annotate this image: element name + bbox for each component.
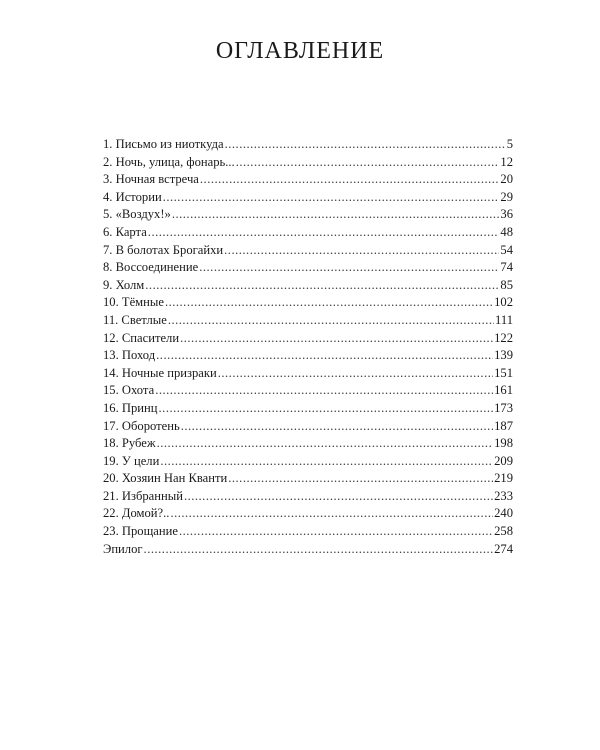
toc-entry [103,312,513,330]
toc-entry-page-number: 122 [494,330,513,345]
toc-entry-page-number: 161 [494,383,513,398]
toc-entry [103,400,513,418]
toc-dot-leader [163,189,500,207]
toc-entry-page-number: 198 [494,436,513,451]
toc-dot-leader [148,224,500,242]
toc-entry [103,330,513,348]
toc-dot-leader [200,171,500,189]
toc-entry-page-number: 5 [506,137,513,151]
toc-dot-leader [228,470,493,488]
toc-dot-leader [160,453,493,471]
toc-entry-title: 12. Спасители [103,330,180,345]
toc-entry-title: 20. Хозяин Нан Кванти [103,471,228,486]
toc-entry-title: 6. Карта [103,224,147,239]
toc-dot-leader [145,277,499,295]
toc-entry-title: 8. Воссоединение [103,260,199,275]
toc-dot-leader [199,259,499,277]
toc-entry-title: 10. Тёмные [103,295,164,310]
toc-entry-page-number: 29 [500,189,513,204]
toc-entry-page-number: 36 [500,207,513,222]
toc-dot-leader [155,382,493,400]
toc-dot-leader [156,347,493,365]
toc-entry-page-number: 111 [495,312,513,327]
toc-entry-title: 7. В болотах Брогайхи [103,242,224,257]
toc-entry [103,347,513,365]
toc-entry-title: 21. Избранный [103,488,183,503]
toc-entry [103,206,513,224]
table-of-contents [103,136,513,558]
toc-entry-page-number: 48 [500,224,513,239]
toc-entry-title: 22. Домой?.. [103,506,170,521]
toc-entry [103,171,513,189]
toc-entry [103,224,513,242]
toc-entry-title: 16. Принц [103,400,158,415]
toc-entry [103,294,513,312]
toc-entry-page-number: 209 [494,453,513,468]
toc-entry-page-number: 219 [494,471,513,486]
toc-entry-title: 2. Ночь, улица, фонарь... [103,154,235,169]
toc-entry-title: 5. «Воздух!» [103,207,171,222]
toc-entry-page-number: 240 [494,506,513,521]
toc-entry-page-number: 139 [494,348,513,363]
toc-entry-title: 1. Письмо из ниоткуда [103,137,224,151]
toc-entry [103,259,513,277]
toc-entry [103,277,513,295]
toc-entry-title: 18. Рубеж [103,436,156,451]
toc-entry-title: 15. Охота [103,383,155,398]
toc-entry-page-number: 54 [500,242,513,257]
toc-dot-leader [184,488,493,506]
toc-entry-title: 4. Истории [103,189,162,204]
toc-entry-page-number: 187 [494,418,513,433]
toc-entry [103,136,513,154]
toc-entry-page-number: 85 [500,277,513,292]
toc-dot-leader [159,400,494,418]
toc-entry [103,154,513,172]
toc-entry-title: 13. Поход [103,348,156,363]
toc-dot-leader [179,523,493,541]
toc-entry-page-number: 20 [500,172,513,187]
toc-entry-title: 19. У цели [103,453,160,468]
toc-entry [103,365,513,383]
toc-entry [103,189,513,207]
toc-entry-title: 11. Светлые [103,312,167,327]
toc-entry-title: 23. Прощание [103,524,178,539]
toc-entry [103,435,513,453]
toc-entry-title: 9. Холм [103,277,145,292]
toc-dot-leader [172,206,500,224]
toc-dot-leader [181,418,493,436]
toc-dot-leader [236,154,500,172]
toc-entry-page-number: 173 [494,400,513,415]
toc-entry-page-number: 151 [494,365,513,380]
toc-entry-page-number: 233 [494,488,513,503]
toc-entry-title: 17. Оборотень [103,418,180,433]
toc-entry [103,242,513,260]
toc-entry-title: 14. Ночные призраки [103,365,217,380]
toc-dot-leader [170,505,493,523]
toc-dot-leader [180,330,493,348]
toc-dot-leader [144,541,494,559]
toc-dot-leader [224,242,499,260]
toc-entry [103,541,513,559]
toc-entry [103,418,513,436]
toc-entry [103,488,513,506]
toc-entry [103,505,513,523]
toc-entry-title: 3. Ночная встреча [103,172,199,187]
toc-dot-leader [168,312,494,330]
toc-entry-page-number: 258 [494,524,513,539]
toc-entry [103,523,513,541]
toc-entry-title: Эпилог [103,541,143,556]
toc-entry [103,453,513,471]
toc-entry [103,470,513,488]
toc-entry-page-number: 102 [494,295,513,310]
toc-dot-leader [225,136,506,154]
toc-entry-page-number: 12 [500,154,513,169]
page-title: ОГЛАВЛЕНИЕ [215,38,385,64]
toc-entry [103,382,513,400]
toc-dot-leader [165,294,493,312]
toc-entry-page-number: 74 [500,260,513,275]
toc-entry-page-number: 274 [494,541,513,556]
toc-dot-leader [218,365,493,383]
toc-dot-leader [157,435,494,453]
